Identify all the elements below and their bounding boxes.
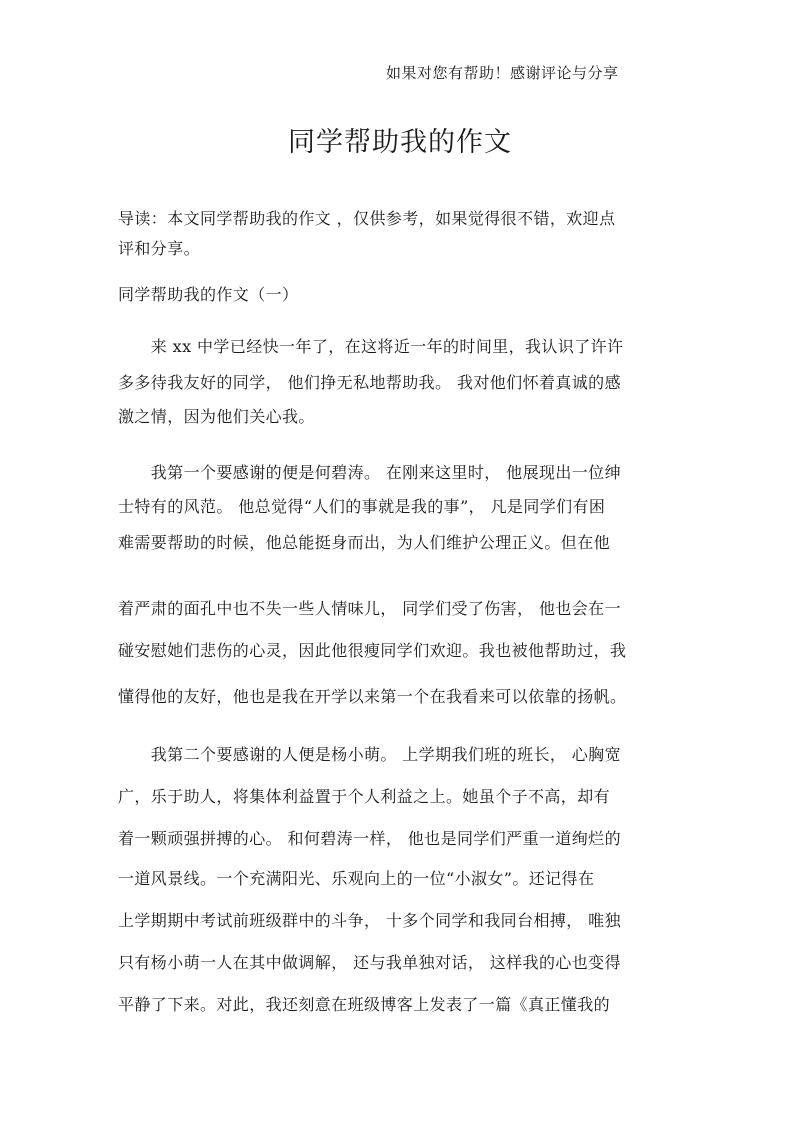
paragraph-line: 着严肃的面孔中也不失一些人情味儿， 同学们受了伤害， 他也会在一 (118, 599, 621, 618)
paragraph-line: 一道风景线。一个充满阳光、乐观向上的一位“小淑女”。还记得在 (118, 869, 595, 888)
document-title: 同学帮助我的作文 (288, 127, 512, 158)
paragraph-line: 着一颗顽强拼搏的心。 和何碧涛一样， 他也是同学们严重一道绚烂的 (118, 829, 621, 848)
paragraph-line: 广，乐于助人，将集体利益置于个人利益之上。她虽个子不高，却有 (118, 787, 611, 806)
paragraph-line: 平静了下来。对此，我还刻意在班级博客上发表了一篇《真正懂我的 (118, 995, 611, 1014)
intro-line-1: 导读：本文同学帮助我的作文 ，仅供参考，如果觉得很不错，欢迎点 (118, 209, 616, 228)
paragraph-line: 上学期期中考试前班级群中的斗争， 十多个同学和我同台相搏， 唯独 (118, 911, 621, 930)
paragraph-line: 士特有的风范。 他总觉得“人们的事就是我的事”， 凡是同学们有困 (118, 497, 606, 516)
paragraph-line: 来 xx 中学已经快一年了，在这将近一年的时间里，我认识了许许 (118, 337, 624, 356)
section-heading: 同学帮助我的作文（一） (118, 285, 299, 304)
paragraph-line: 难需要帮助的时候，他总能挺身而出，为人们维护公理正义。但在他 (118, 533, 611, 552)
intro-line-2: 评和分享。 (118, 239, 201, 258)
paragraph-line: 多多待我友好的同学， 他们挣无私地帮助我。 我对他们怀着真诚的感 (118, 373, 621, 392)
paragraph-line: 懂得他的友好，他也是我在开学以来第一个在我看来可以依靠的扬帆。 (118, 687, 627, 706)
paragraph-line: 只有杨小萌一人在其中做调解， 还与我单独对话， 这样我的心也变得 (118, 953, 621, 972)
paragraph-line: 碰安慰她们悲伤的心灵，因此他很瘦同学们欢迎。我也被他帮助过，我 (118, 641, 627, 660)
paragraph-line: 我第一个要感谢的便是何碧涛。 在刚来这里时， 他展现出一位绅 (118, 463, 621, 482)
paragraph-line: 激之情，因为他们关心我。 (118, 407, 315, 426)
header-note: 如果对您有帮助！感谢评论与分享 (386, 64, 619, 82)
paragraph-line: 我第二个要感谢的人便是杨小萌。 上学期我们班的班长， 心胸宽 (118, 745, 621, 764)
